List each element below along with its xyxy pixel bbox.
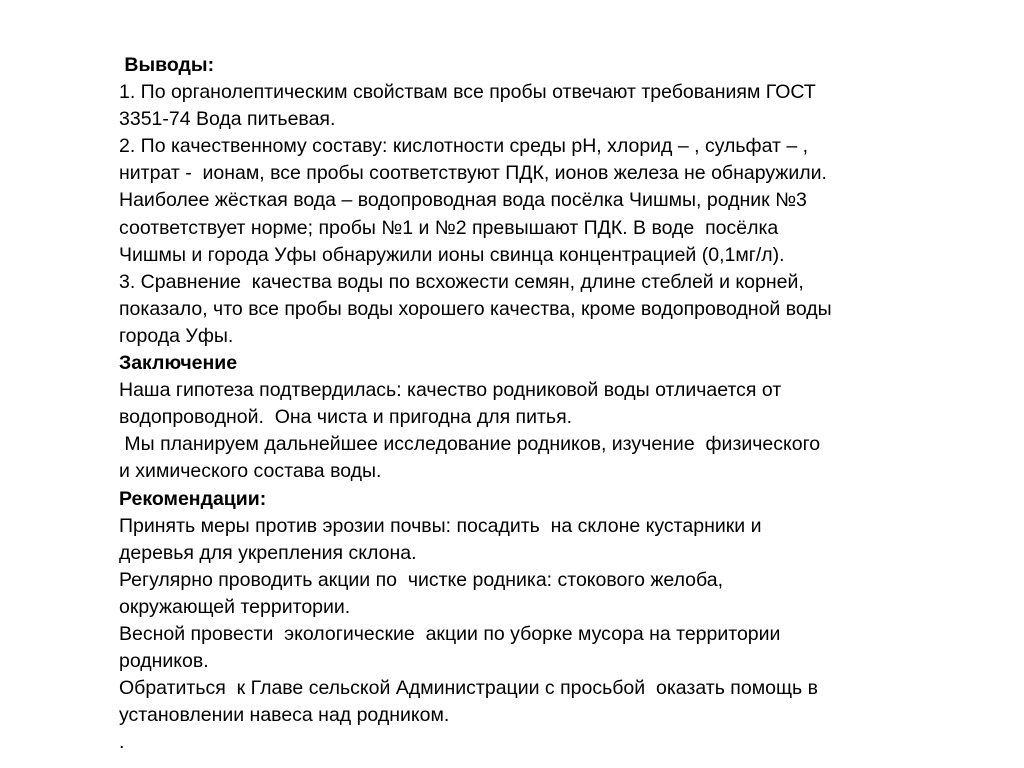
- text-line: Наиболее жёсткая вода – водопроводная вода посёлка Чишмы, родник №3: [119, 189, 807, 212]
- text-line: 3. Сравнение качества воды по всхожести семян, длине стеблей и корней,: [119, 270, 804, 293]
- text-line: показало, что все пробы воды хорошего качества, кроме водопроводной воды: [119, 297, 832, 320]
- text-line: нитрат - ионам, все пробы соответствуют ПДК, ионов железа не обнаружили.: [119, 162, 827, 185]
- text-line: Регулярно проводить акции по чистке родника: стокового желоба,: [119, 568, 724, 591]
- text-line: Мы планируем дальнейшее исследование родников, изучение физического: [119, 433, 821, 456]
- text-line: Наша гипотеза подтвердилась: качество родниковой воды отличается от: [119, 379, 782, 402]
- text-line: 1. По органолептическим свойствам все пробы отвечают требованиям ГОСТ: [119, 81, 816, 104]
- text-line: города Уфы.: [119, 324, 234, 347]
- text-line: Принять меры против эрозии почвы: посадить на склоне кустарники и: [119, 514, 762, 537]
- text-line: деревья для укрепления склона.: [119, 541, 417, 564]
- text-line: окружающей территории.: [119, 595, 351, 618]
- text-line: .: [119, 731, 125, 754]
- slide-text-body: [119, 52, 959, 756]
- text-line: и химического состава воды.: [119, 460, 382, 483]
- text-line: Весной провести экологические акции по уборке мусора на территории: [119, 622, 781, 645]
- text-line: соответствует норме; пробы №1 и №2 превышают ПДК. В воде посёлка: [119, 216, 779, 239]
- text-line: 2. По качественному составу: кислотности среды pH, хлорид – , сульфат – ,: [119, 135, 809, 158]
- text-line: водопроводной. Она чиста и пригодна для питья.: [119, 406, 573, 429]
- text-line: Обратиться к Главе сельской Администрации с просьбой оказать помощь в: [119, 677, 818, 700]
- text-line: установлении навеса над родником.: [119, 704, 450, 727]
- heading-conclusions: Выводы:: [119, 54, 215, 76]
- text-line: родников.: [119, 650, 209, 673]
- text-line: Чишмы и города Уфы обнаружили ионы свинца концентрацией (0,1мг/л).: [119, 243, 785, 266]
- heading-summary: Заключение: [119, 352, 238, 375]
- text-line: 3351-74 Вода питьевая.: [119, 108, 336, 131]
- heading-recommendations: Рекомендации:: [119, 487, 267, 510]
